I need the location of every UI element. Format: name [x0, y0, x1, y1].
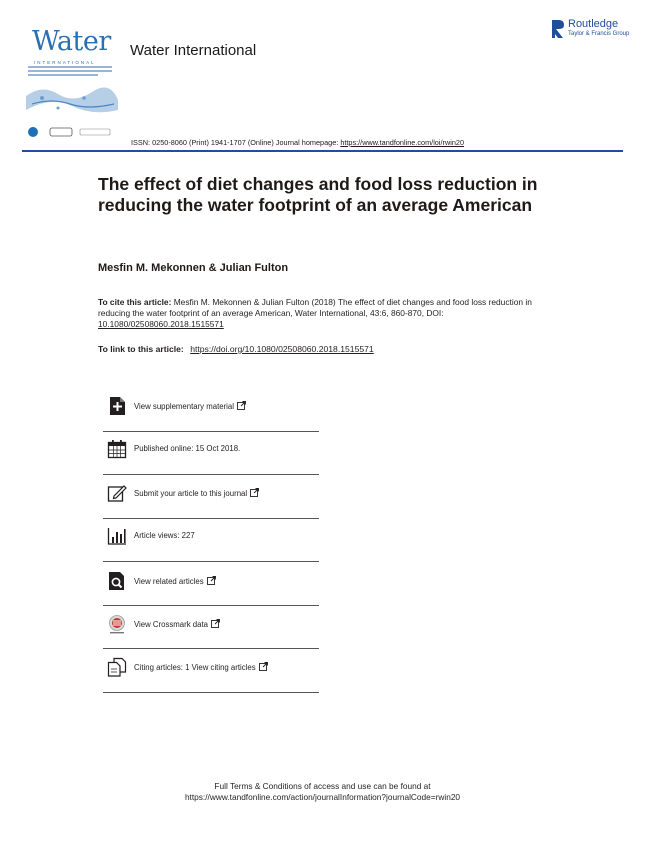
link-label-text: View Crossmark data — [134, 620, 208, 629]
link-submit-article[interactable] — [103, 478, 319, 510]
article-url-link[interactable]: https://doi.org/10.1080/02508060.2018.1515571 — [190, 344, 374, 354]
journal-cover — [22, 18, 118, 146]
link-label-text: Published online: 15 Oct 2018. — [134, 444, 241, 453]
list-divider — [103, 692, 319, 693]
link-related-articles[interactable] — [103, 566, 319, 598]
bar-chart-icon — [107, 526, 127, 546]
calendar-icon — [107, 439, 127, 459]
link-label-text: Article views: 227 — [134, 531, 195, 540]
link-supplementary-material[interactable] — [103, 391, 319, 423]
journal-name[interactable]: Water International — [130, 42, 257, 59]
external-link-icon — [250, 488, 259, 497]
external-link-icon — [207, 576, 216, 585]
citation — [98, 297, 538, 330]
list-divider — [103, 474, 319, 475]
issn-line — [131, 138, 464, 147]
cover-subtitle: INTERNATIONAL — [34, 60, 96, 65]
link-article-views — [103, 521, 319, 553]
publisher-name: Routledge — [568, 18, 619, 30]
publisher-logo[interactable] — [549, 18, 629, 44]
cite-text: Mesfin M. Mekonnen & Julian Fulton (2018) The effect of diet changes and food loss reduction in reducing the water footprint of an average American, Water International, 43:6, 860-870, DOI: — [98, 297, 532, 318]
list-divider — [103, 648, 319, 649]
article-title: The effect of diet changes and food loss reduction in reducing the water footprint of an average American — [98, 174, 538, 215]
footer-journal-info-link[interactable]: https://www.tandfonline.com/action/journalInformation?journalCode=rwin20 — [184, 792, 461, 802]
journal-homepage-link[interactable]: https://www.tandfonline.com/loi/rwin20 — [340, 138, 465, 147]
footer — [0, 781, 645, 803]
link-label-text: Citing articles: 1 View citing articles — [134, 663, 256, 672]
cover-title: Water — [32, 26, 111, 57]
article-authors: Mesfin M. Mekonnen & Julian Fulton — [98, 262, 289, 274]
header-divider — [22, 150, 623, 152]
external-link-icon — [237, 401, 246, 410]
list-divider — [103, 518, 319, 519]
external-link-icon — [259, 662, 268, 671]
cover-art — [22, 18, 118, 146]
crossmark-icon — [107, 614, 127, 634]
link-label-text: Submit your article to this journal — [134, 489, 248, 498]
search-document-icon — [107, 571, 127, 591]
list-divider — [103, 431, 319, 432]
link-citing-articles[interactable] — [103, 652, 319, 684]
external-link-icon — [211, 619, 220, 628]
link-published-online — [103, 434, 319, 466]
doi-link[interactable]: 10.1080/02508060.2018.1515571 — [98, 319, 224, 329]
footer-terms-text: Full Terms & Conditions of access and use can be found at — [214, 781, 431, 791]
link-crossmark-data[interactable] — [103, 609, 319, 641]
list-divider — [103, 561, 319, 562]
publisher-tagline: Taylor & Francis Group — [568, 31, 630, 37]
list-divider — [103, 605, 319, 606]
citing-articles-icon — [107, 657, 127, 677]
routledge-logo-icon — [549, 18, 565, 40]
issn-text: ISSN: 0250-8060 (Print) 1941-1707 (Online) Journal homepage: — [131, 138, 339, 147]
link-label: To link to this article: — [98, 344, 184, 354]
article-link — [98, 344, 374, 354]
plus-document-icon — [107, 396, 127, 416]
edit-icon — [107, 483, 127, 503]
cite-label: To cite this article: — [98, 297, 172, 307]
link-label-text: View supplementary material — [134, 402, 234, 411]
link-label-text: View related articles — [134, 577, 204, 586]
